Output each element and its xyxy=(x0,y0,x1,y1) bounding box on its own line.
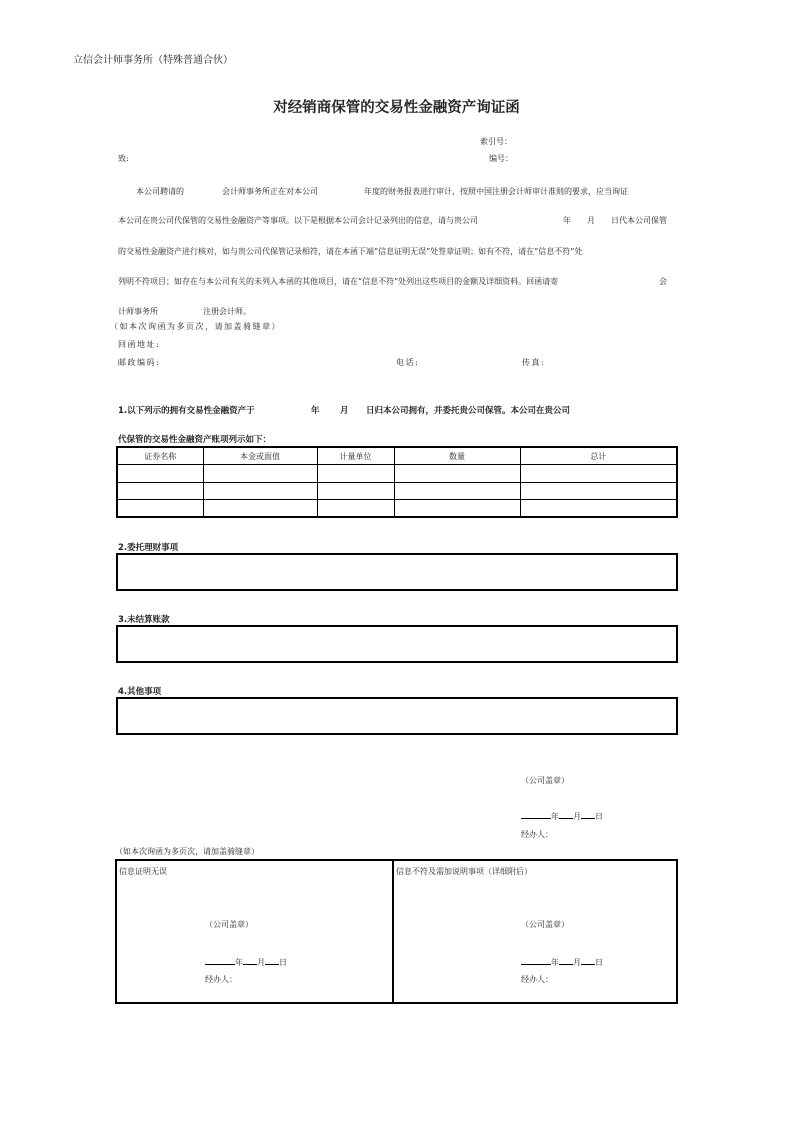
confirm-date-line xyxy=(205,956,287,968)
year-blank[interactable] xyxy=(521,956,551,965)
day-label: 日 xyxy=(279,958,287,967)
year-label: 年 xyxy=(551,812,559,821)
year-label: 年 xyxy=(551,958,559,967)
body-line2-b: 年 xyxy=(563,216,571,225)
table-cell[interactable] xyxy=(203,500,317,518)
day-blank[interactable] xyxy=(581,956,595,965)
phone-label: 电话: xyxy=(396,358,420,367)
table-cell[interactable] xyxy=(117,482,203,500)
body-line1-b: 会计师事务所正在对本公司 xyxy=(222,187,318,196)
year-blank[interactable] xyxy=(521,810,551,819)
company-seal-label: （公司盖章） xyxy=(521,776,569,785)
body-line2-c: 月 xyxy=(587,216,595,225)
table-cell[interactable] xyxy=(520,500,677,518)
year-label: 年 xyxy=(235,958,243,967)
table-cell[interactable] xyxy=(317,500,394,518)
index-no-label: 索引号： xyxy=(480,137,512,146)
day-label: 日 xyxy=(595,812,603,821)
body-line5-a: 计师事务所 xyxy=(118,307,158,316)
firm-name: 立信会计师事务所（特殊普通合伙） xyxy=(73,55,233,66)
body-line1-c: 年度的财务报表进行审计，按照中国注册会计师审计准则的要求，应当询证 xyxy=(364,187,628,196)
month-blank[interactable] xyxy=(243,956,257,965)
body-line2-a: 本公司在贵公司代保管的交易性金融资产等事项。以下是根据本公司会计记录列出的信息，请与贵公司 xyxy=(118,216,478,225)
multi-page-note: （如本次询函为多页次，请加盖骑缝章） xyxy=(115,847,259,856)
confirm-handler-label: 经办人： xyxy=(205,975,237,984)
day-label: 日 xyxy=(595,958,603,967)
table-row xyxy=(117,465,677,483)
table-cell[interactable] xyxy=(394,465,520,483)
table-cell[interactable] xyxy=(117,465,203,483)
table-cell[interactable] xyxy=(394,500,520,518)
month-label: 月 xyxy=(257,958,265,967)
confirm-seal-label: （公司盖章） xyxy=(205,920,253,929)
page-title: 对经销商保管的交易性金融资产询证函 xyxy=(273,100,520,116)
body-line3: 的交易性金融资产进行核对，如与贵公司代保管记录相符，请在本函下端“信息证明无误”处签章证明；如有不符，请在“信息不符”处 xyxy=(118,247,583,256)
section4-box[interactable] xyxy=(116,697,678,735)
month-blank[interactable] xyxy=(559,810,573,819)
table-header-cell: 总计 xyxy=(520,447,677,465)
disagree-seal-label: （公司盖章） xyxy=(521,920,569,929)
table-header-cell: 计量单位 xyxy=(317,447,394,465)
disagree-handler-label: 经办人： xyxy=(521,975,553,984)
securities-table xyxy=(116,446,678,518)
table-cell[interactable] xyxy=(317,465,394,483)
section4-heading: 4.其他事项 xyxy=(118,687,162,697)
handler-label: 经办人： xyxy=(521,830,553,839)
table-header-cell: 证券名称 xyxy=(117,447,203,465)
postal-code-label: 邮政编码: xyxy=(118,358,161,367)
disagree-section[interactable] xyxy=(394,861,676,1002)
table-row xyxy=(117,482,677,500)
section3-heading: 3.未结算账款 xyxy=(118,615,170,625)
return-address-label: 回函地址: xyxy=(118,340,161,349)
year-blank[interactable] xyxy=(205,956,235,965)
table-cell[interactable] xyxy=(520,465,677,483)
section3-box[interactable] xyxy=(116,625,678,663)
fax-label: 传真: xyxy=(522,358,546,367)
month-label: 月 xyxy=(573,812,581,821)
table-cell[interactable] xyxy=(394,482,520,500)
date-line xyxy=(521,810,603,822)
table-header-row xyxy=(117,447,677,465)
disagree-date-line xyxy=(521,956,603,968)
section2-box[interactable] xyxy=(116,553,678,591)
section1-line1-c: 月 xyxy=(340,406,349,416)
body-note: （如本次询函为多页次，请加盖骑缝章） xyxy=(110,322,281,331)
section1-line1-a: 1.以下列示的拥有交易性金融资产于 xyxy=(118,406,255,416)
section1-line1-d: 日归本公司拥有，并委托贵公司保管。本公司在贵公司 xyxy=(366,406,571,416)
reply-box xyxy=(115,859,678,1004)
body-line4-b: 会 xyxy=(659,277,667,286)
confirm-section[interactable] xyxy=(117,861,394,1002)
table-row xyxy=(117,500,677,518)
confirm-label: 信息证明无误 xyxy=(119,867,167,876)
day-blank[interactable] xyxy=(581,810,595,819)
body-line1-a: 本公司聘请的 xyxy=(136,187,184,196)
body-line5-b: 注册会计师。 xyxy=(203,307,251,316)
to-label: 致: xyxy=(118,154,129,163)
month-blank[interactable] xyxy=(559,956,573,965)
table-header-cell: 数量 xyxy=(394,447,520,465)
body-line2-d: 日代本公司保管 xyxy=(611,216,667,225)
section1-line1-b: 年 xyxy=(311,406,320,416)
table-header-cell: 本金或面值 xyxy=(203,447,317,465)
table-cell[interactable] xyxy=(117,500,203,518)
section2-heading: 2.委托理财事项 xyxy=(118,543,179,553)
table-cell[interactable] xyxy=(317,482,394,500)
table-cell[interactable] xyxy=(203,465,317,483)
table-cell[interactable] xyxy=(520,482,677,500)
disagree-label: 信息不符及需加说明事项（详细附后） xyxy=(396,867,532,876)
month-label: 月 xyxy=(573,958,581,967)
serial-no-label: 编号： xyxy=(489,154,513,163)
table-cell[interactable] xyxy=(203,482,317,500)
section1-line2: 代保管的交易性金融资产账项列示如下： xyxy=(118,435,272,445)
day-blank[interactable] xyxy=(265,956,279,965)
body-line4-a: 列明不符项目；如存在与本公司有关的未列入本函的其他项目，请在“信息不符”处列出这些项目的金额及详细资料。回函请寄 xyxy=(118,277,559,286)
